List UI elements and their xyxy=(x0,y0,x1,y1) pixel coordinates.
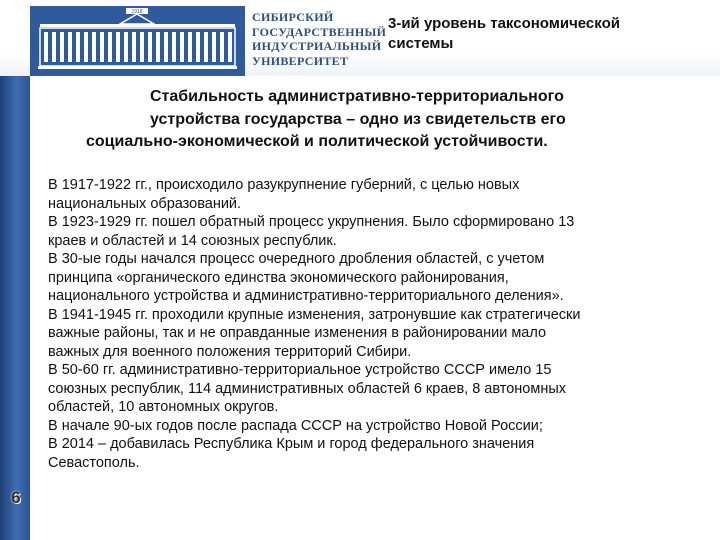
building-column xyxy=(84,32,88,62)
building-column xyxy=(108,32,112,62)
building-column xyxy=(164,32,168,62)
body-line: принципа «органического единства экономического районирования, xyxy=(48,269,509,286)
building-column xyxy=(124,32,128,62)
logo-year-badge: 1918 xyxy=(131,9,143,15)
university-name-line: ИНДУСТРИАЛЬНЫЙ xyxy=(252,39,382,53)
university-name-line: УНИВЕРСИТЕТ xyxy=(252,53,349,68)
header-title xyxy=(388,14,708,54)
header-title-line: 3-ий уровень таксономической xyxy=(388,15,620,32)
building-column xyxy=(188,32,192,62)
body-line: В 1923-1929 гг. пошел обратный процесс укрупнения. Было сформировано 13 xyxy=(48,214,575,230)
building-column xyxy=(220,32,224,62)
header-title-line: системы xyxy=(388,35,454,52)
body-line: краев и областей и 14 союзных республик. xyxy=(48,232,337,249)
university-name-line: ГОСУДАРСТВЕННЫЙ xyxy=(252,24,387,39)
body-line: важных для военного положения территорий Сибири. xyxy=(48,343,412,360)
body-line: В 2014 – добавилась Республика Крым и город федерального значения xyxy=(48,436,535,452)
body-line: Севастополь. xyxy=(48,454,140,471)
building-column xyxy=(156,32,160,62)
building-column xyxy=(60,32,64,62)
page-number: 6 xyxy=(11,488,21,507)
building-column xyxy=(132,32,136,62)
building-column xyxy=(172,32,176,62)
body-line: областей, 10 автономных округов. xyxy=(48,399,279,415)
building-column xyxy=(100,32,104,62)
slide-body-text xyxy=(48,176,712,472)
university-logo xyxy=(30,6,245,76)
building-column xyxy=(68,32,72,62)
building-column xyxy=(76,32,80,62)
building-column xyxy=(180,32,184,62)
body-line: национальных образований. xyxy=(48,195,242,212)
slide-title-line: устройства государства – одно из свидетельств его xyxy=(150,110,566,128)
body-line: национального устройства и административно-территориального деления». xyxy=(48,288,564,304)
slide-title xyxy=(70,86,710,154)
building-column xyxy=(148,32,152,62)
body-line: важные районы, так и не оправданные изменения в районировании мало xyxy=(48,325,547,341)
slide-title-line: социально-экономической и политической устойчивости. xyxy=(86,133,548,150)
building-column xyxy=(116,32,120,62)
body-line: союзных республик, 114 административных областей 6 краев, 8 автономных xyxy=(48,380,567,397)
building-column xyxy=(140,32,144,62)
slide-title-line: Стабильность административно-территориального xyxy=(150,88,564,105)
body-line: В 50-60 гг. административно-территориальное устройство СССР имело 15 xyxy=(48,362,552,378)
university-building-icon xyxy=(30,6,245,76)
building-column xyxy=(204,32,208,62)
building-column xyxy=(44,32,48,62)
university-name xyxy=(252,10,387,68)
left-sidebar-bar xyxy=(0,76,30,540)
building-column xyxy=(52,32,56,62)
body-line: В начале 90-ых годов после распада СССР на устройство Новой России; xyxy=(48,417,543,434)
building-column xyxy=(212,32,216,62)
building-column xyxy=(228,32,232,62)
building-column xyxy=(92,32,96,62)
university-name-line: СИБИРСКИЙ xyxy=(252,10,334,24)
body-line: В 1941-1945 гг. проходили крупные изменения, затронувшие как стратегически xyxy=(48,306,581,323)
building-column xyxy=(196,32,200,62)
body-line: В 30-ые годы начался процесс очередного дробления областей, с учетом xyxy=(48,251,545,267)
body-line: В 1917-1922 гг., происходило разукрупнение губерний, с целью новых xyxy=(48,177,520,193)
